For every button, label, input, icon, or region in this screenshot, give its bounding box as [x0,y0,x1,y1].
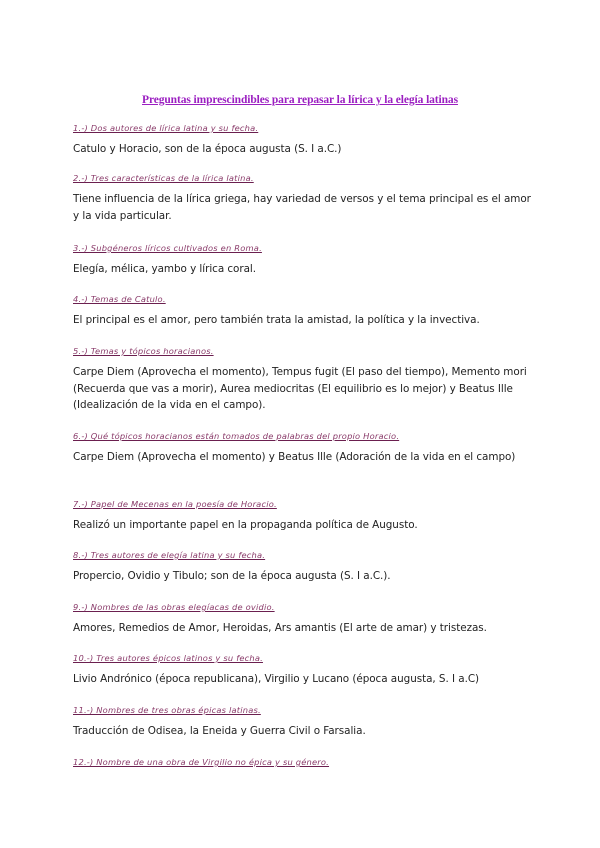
question-12: 12.-) Nombre de una obra de Virgilio no épica y su género. [73,757,330,767]
question-block-3 [73,238,533,278]
answer-7: Realizó un importante papel en la propaganda política de Augusto. [73,519,418,531]
answer-9: Amores, Remedios de Amor, Heroidas, Ars amantis (El arte de amar) y tristezas. [73,622,487,634]
answer-11: Traducción de Odisea, la Eneida y Guerra Civil o Farsalia. [73,725,366,737]
answer-2: Tiene influencia de la lírica griega, hay variedad de versos y el tema principal es el amor y la vida particular. [73,193,531,222]
question-block-4 [73,289,533,329]
question-block-9 [73,597,533,637]
question-5: 5.-) Temas y tópicos horacianos. [73,346,214,356]
question-11: 11.-) Nombres de tres obras épicas latinas. [73,705,261,715]
question-block-5 [73,341,533,414]
answer-10: Livio Andrónico (época republicana), Virgilio y Lucano (época augusta, S. I a.C) [73,673,480,685]
question-2: 2.-) Tres características de la lírica latina. [73,173,254,183]
answer-5: Carpe Diem (Aprovecha el momento), Tempus fugit (El paso del tiempo), Memento mori (Recuerda que vas a morir), Aurea mediocritas (El equilibrio es lo mejor) y Beatus Ille (Idealización de la vida en el campo). [73,366,527,411]
document-title: Preguntas imprescindibles para repasar la lírica y la elegía latinas [142,94,458,106]
question-block-7 [73,494,533,534]
question-block-6 [73,426,533,466]
question-block-10 [73,648,533,688]
question-8: 8.-) Tres autores de elegía latina y su fecha. [73,550,266,560]
question-1: 1.-) Dos autores de lírica latina y su fecha. [73,123,259,133]
question-6: 6.-) Qué tópicos horacianos están tomados de palabras del propio Horacio. [73,431,400,441]
question-block-8 [73,545,533,585]
question-3: 3.-) Subgéneros líricos cultivados en Roma. [73,243,262,253]
answer-3: Elegía, mélica, yambo y lírica coral. [73,263,256,275]
question-4: 4.-) Temas de Catulo. [73,294,166,304]
question-10: 10.-) Tres autores épicos latinos y su fecha. [73,653,263,663]
answer-8: Propercio, Ovidio y Tibulo; son de la época augusta (S. I a.C.). [73,570,391,582]
question-block-2 [73,168,533,224]
answer-6: Carpe Diem (Aprovecha el momento) y Beatus Ille (Adoración de la vida en el campo) [73,451,516,463]
question-block-1 [73,118,533,158]
answer-1: Catulo y Horacio, son de la época augusta (S. I a.C.) [73,143,342,155]
question-block-12 [73,752,533,770]
question-9: 9.-) Nombres de las obras elegíacas de ovidio. [73,602,275,612]
answer-4: El principal es el amor, pero también trata la amistad, la política y la invectiva. [73,314,480,326]
question-block-11 [73,700,533,740]
question-7: 7.-) Papel de Mecenas en la poesía de Horacio. [73,499,277,509]
